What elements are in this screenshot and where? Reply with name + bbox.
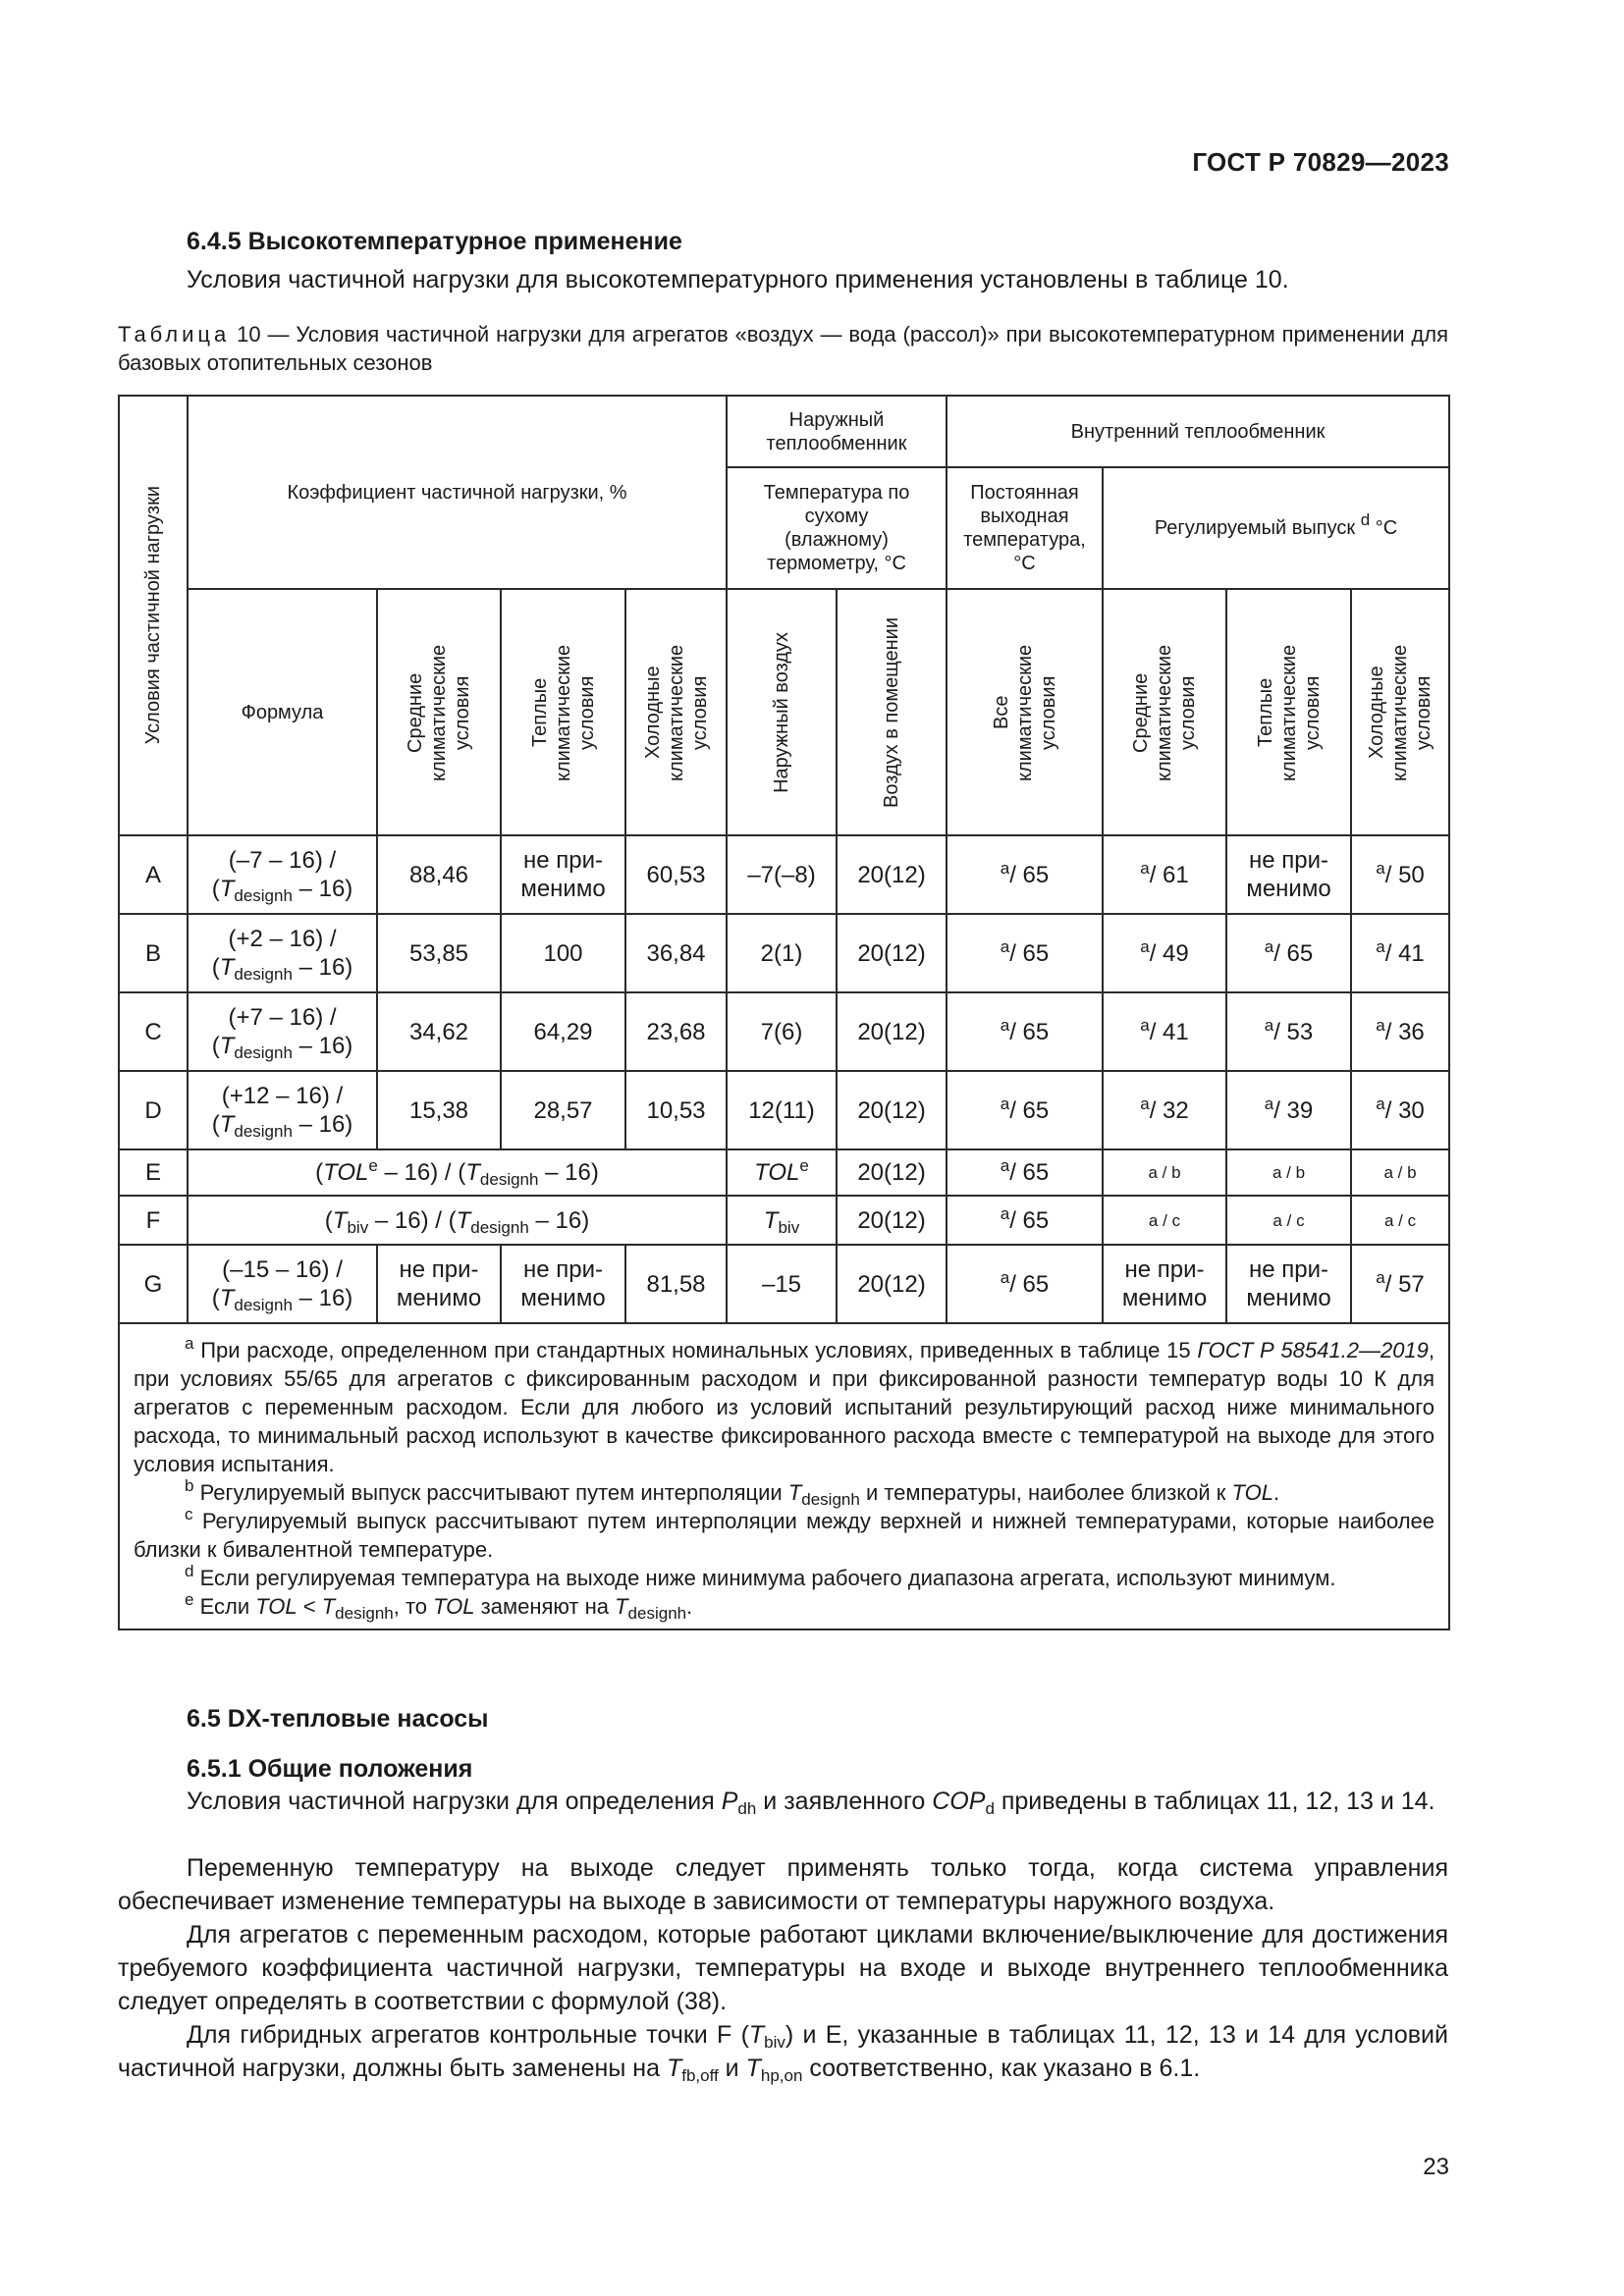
section-title: Высокотемпературное применение [247, 228, 682, 255]
paragraph-2: Переменную температуру на выходе следует применять только тогда, когда система управления обеспечивает изменение температуры на выходе в зависимости от температуры наружного воздуха. [118, 1854, 1448, 1915]
section-heading-6-5 [187, 1705, 489, 1734]
header-condition: Условия частичной нагрузки [119, 396, 188, 835]
section-title: Общие положения [247, 1755, 473, 1783]
header-cold-climate-2: Холодные климатические условия [1351, 589, 1449, 835]
table-row: B (+2 – 16) / $(T_{designh} - 16)$ 53,85 100 36,84 2(1) 20(12) $^a$/ 65 $^a$/ 49 $^a$/ 65 $^a$/ 41 [119, 914, 1449, 992]
formula-cell: $(T_{biv} - 16) / (T_{designh} - 16)$ [188, 1196, 727, 1245]
note-e: $^e$ Если TOL < $T_{designh}$, то TOL заменяют на $T_{designh}$. [185, 1590, 693, 1623]
section-heading-6-4-5 [187, 228, 682, 256]
header-cold-climate: Холодные климатические условия [625, 589, 727, 835]
caption-label: Таблица [118, 322, 231, 347]
formula-cell: (–15 – 16) / $(T_{designh} - 16)$ [188, 1245, 377, 1323]
table-row: D (+12 – 16) / $(T_{designh} - 16)$ 15,38 28,57 10,53 12(11) 20(12) $^a$/ 65 $^a$/ 32 $^a$/ 39 $^a$/ 30 [119, 1071, 1449, 1149]
table-notes [119, 1323, 1449, 1629]
section-title: DX-тепловые насосы [227, 1705, 489, 1733]
table-notes-row [119, 1323, 1449, 1629]
header-variable-outlet: Регулируемый выпуск $^d$ °С [1103, 467, 1449, 589]
formula-cell: (+2 – 16) / $(T_{designh} - 16)$ [188, 914, 377, 992]
table-row: A (–7 – 16) / $(T_{designh} - 16)$ 88,46 не при- менимо 60,53 –7(–8) 20(12) $^a$/ 65 $^a$/ 61 не при- менимо $^a$/ 50 [119, 835, 1449, 914]
formula-cell: (–7 – 16) / $(T_{designh} - 16)$ [188, 835, 377, 914]
header-all-climate: Все климатические условия [947, 589, 1103, 835]
formula-cell: $(TOL^e - 16) / (T_{designh} - 16)$ [188, 1149, 727, 1196]
note-a: $^a$ При расходе, определенном при стандартных номинальных условиях, приведенных в таблице 15 ГОСТ Р 58541.2—2019, при условиях 55/65 для агрегатов с фиксированным расходом и при фиксированной разности температур воды 10 К для агрегатов с переменным расходом. Если для любого из условий испытаний результирующий расход ниже минимального расхода, то минимальный расход используют в качестве фиксированного расхода вместе с температурой на выходе для этого условия испытания. [134, 1334, 1435, 1476]
header-dry-bulb: Температура по сухому (влажному) термометру, °С [727, 467, 947, 589]
section-heading-6-5-1 [187, 1755, 472, 1784]
header-coefficient: Коэффициент частичной нагрузки, % [188, 396, 727, 589]
page-number: 23 [1423, 2154, 1449, 2180]
paragraph-1: Условия частичной нагрузки для определения $P_{dh}$ и заявленного $COP_d$ приведены в таблицах 11, 12, 13 и 14. [187, 1788, 1435, 1818]
table-10 [118, 395, 1450, 1630]
document-code: ГОСТ Р 70829—2023 [1192, 147, 1449, 177]
table-row: E $(TOL^e - 16) / (T_{designh} - 16)$ TOL$^e$ 20(12) $^a$/ 65 a / b a / b a / b [119, 1149, 1449, 1196]
header-formula: Формула [188, 589, 377, 835]
note-d: $^d$ Если регулируемая температура на выходе ниже минимума рабочего диапазона агрегата, используют минимум. [185, 1562, 1336, 1590]
paragraph-4: Для гибридных агрегатов контрольные точки F $(T_{biv})$ и Е, указанные в таблицах 11, 12, 13 и 14 для условий частичной нагрузки, должны быть заменены на $T_{fb,off}$ и $T_{hp,on}$ соответственно, как указано в 6.1. [118, 2021, 1448, 2085]
table-row: C (+7 – 16) / $(T_{designh} - 16)$ 34,62 64,29 23,68 7(6) 20(12) $^a$/ 65 $^a$/ 41 $^a$/ 53 $^a$/ 36 [119, 992, 1449, 1071]
header-outdoor-hx: Наружный теплообменник [727, 396, 947, 467]
section-number: 6.5 [187, 1705, 221, 1733]
table-caption [118, 320, 1448, 377]
formula-cell: (+7 – 16) / $(T_{designh} - 16)$ [188, 992, 377, 1071]
paragraph-3: Для агрегатов с переменным расходом, которые работают циклами включение/выключение для достижения требуемого коэффициента частичной нагрузки, температуры на входе и выходе внутреннего теплообменника следует определять в соответствии с формулой (38). [118, 1921, 1448, 2015]
header-warm-climate: Теплые климатические условия [501, 589, 625, 835]
section-number: 6.5.1 [187, 1755, 242, 1783]
header-avg-climate-2: Средние климатические условия [1103, 589, 1226, 835]
table-row: G (–15 – 16) / $(T_{designh} - 16)$ не при- менимо не при- менимо 81,58 –15 20(12) $^a$/ 65 не при- менимо не при- менимо $^a$/ 57 [119, 1245, 1449, 1323]
section-intro: Условия частичной нагрузки для высокотемпературного применения установлены в таблице 10. [187, 266, 1289, 294]
formula-cell: (+12 – 16) / $(T_{designh} - 16)$ [188, 1071, 377, 1149]
note-b: $^b$ Регулируемый выпуск рассчитывают путем интерполяции $T_{designh}$ и температуры, наиболее близкой к TOL. [185, 1476, 1280, 1509]
note-c: $^c$ Регулируемый выпуск рассчитывают путем интерполяции между верхней и нижней температурами, которые наиболее близки к бивалентной температуре. [134, 1505, 1435, 1562]
table-row: F $(T_{biv} - 16) / (T_{designh} - 16)$ $T_{biv}$ 20(12) $^a$/ 65 a / c a / c a / c [119, 1196, 1449, 1245]
caption-text: 10 — Условия частичной нагрузки для агрегатов «воздух — вода (рассол)» при высокотемпературном применении для базовых отопительных сезонов [118, 322, 1448, 375]
header-indoor-air: Воздух в помещении [837, 589, 947, 835]
section-number: 6.4.5 [187, 228, 242, 255]
header-warm-climate-2: Теплые климатические условия [1226, 589, 1351, 835]
header-avg-climate: Средние климатические условия [377, 589, 501, 835]
header-outdoor-air: Наружный воздух [727, 589, 837, 835]
header-indoor-hx: Внутренний теплообменник [947, 396, 1449, 467]
header-fixed-outlet: Постоянная выходная температура, °С [947, 467, 1103, 589]
